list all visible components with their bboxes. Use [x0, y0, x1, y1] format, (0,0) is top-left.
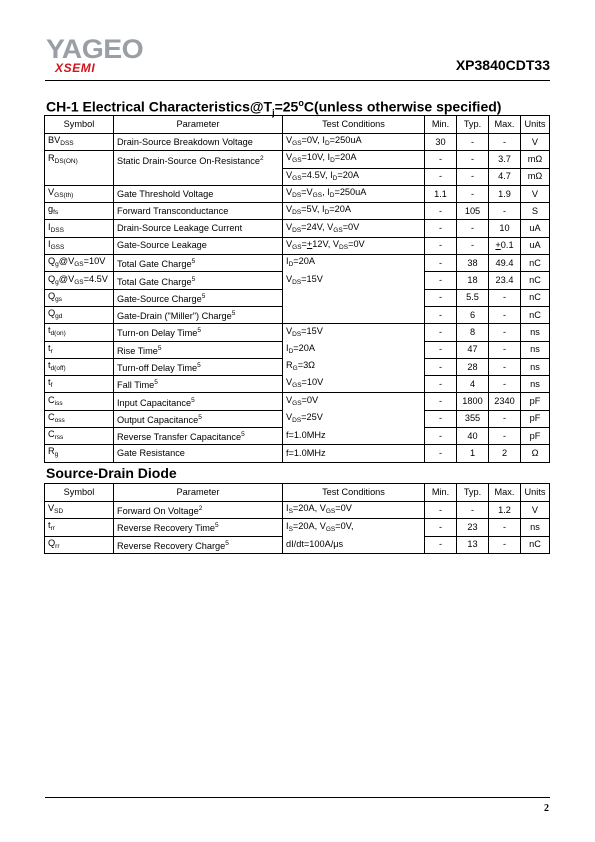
max-cell: - [489, 410, 521, 427]
condition-cell: $V_{DS}=24V$, $V_{GS}=0V$ [283, 220, 425, 237]
parameter-cell: Drain-Source Leakage Current [114, 220, 283, 237]
unit-cell: pF [521, 393, 550, 410]
condition-cell: $I_D=20A$ [283, 341, 425, 358]
parameter-cell-empty [114, 168, 283, 185]
typ-cell: - [457, 185, 489, 202]
unit-cell: nC [521, 289, 550, 306]
symbol-cell: $Q_g@V_{GS}=4.5V$ [45, 272, 114, 289]
min-cell: - [425, 255, 457, 272]
min-cell: - [425, 376, 457, 393]
header-parameter: Parameter [114, 116, 283, 134]
typ-cell: 8 [457, 324, 489, 341]
condition-cell-empty [283, 306, 425, 323]
condition-cell: $V_{DS}=15V$ [283, 324, 425, 341]
table-row [45, 168, 550, 185]
max-cell: - [489, 341, 521, 358]
symbol-cell: $I_{GSS}$ [45, 237, 114, 254]
unit-cell: pF [521, 410, 550, 427]
min-cell: - [425, 168, 457, 185]
header-min: Min. [425, 116, 457, 134]
symbol-cell: $Q_{gd}$ [45, 306, 114, 323]
header-max: Max. [489, 116, 521, 134]
typ-cell: - [457, 134, 489, 151]
header-symbol: Symbol [45, 484, 114, 502]
min-cell: - [425, 341, 457, 358]
symbol-cell: $C_{rss}$ [45, 428, 114, 445]
max-cell: - [489, 306, 521, 323]
condition-cell: $V_{GS}=0V$, $I_D=250uA$ [283, 134, 425, 151]
condition-cell: $V_{GS}=10V$ [283, 376, 425, 393]
max-cell: - [489, 134, 521, 151]
table-row [45, 237, 550, 254]
symbol-cell: $t_f$ [45, 376, 114, 393]
min-cell: - [425, 203, 457, 220]
symbol-cell: $t_r$ [45, 341, 114, 358]
parameter-cell: Gate Resistance [114, 445, 283, 462]
header-units: Units [521, 116, 550, 134]
part-number: XP3840CDT33 [455, 57, 550, 73]
min-cell: 1.1 [425, 185, 457, 202]
condition-cell: $V_{GS}=0V$ [283, 393, 425, 410]
header-rule [45, 80, 550, 81]
typ-cell: - [457, 502, 489, 519]
parameter-cell: Input Capacitance$^5$ [114, 393, 283, 410]
condition-cell: $V_{DS}=15V$ [283, 272, 425, 289]
min-cell: - [425, 151, 457, 168]
header-conditions: Test Conditions [283, 484, 425, 502]
typ-cell: 40 [457, 428, 489, 445]
header-typ: Typ. [457, 116, 489, 134]
table-row [45, 289, 550, 306]
max-cell: - [489, 203, 521, 220]
table-row [45, 324, 550, 341]
min-cell: - [425, 358, 457, 375]
typ-cell: - [457, 237, 489, 254]
typ-cell: 5.5 [457, 289, 489, 306]
min-cell: - [425, 324, 457, 341]
typ-cell: 1800 [457, 393, 489, 410]
condition-cell: $I_S=20A$, $V_{GS}=0V$, [283, 519, 425, 536]
condition-cell: dI/dt=100A/μs [283, 536, 425, 553]
unit-cell: pF [521, 428, 550, 445]
parameter-cell: Rise Time$^5$ [114, 341, 283, 358]
min-cell: - [425, 410, 457, 427]
parameter-cell: Gate Threshold Voltage [114, 185, 283, 202]
parameter-cell: Fall Time$^5$ [114, 376, 283, 393]
unit-cell: ns [521, 519, 550, 536]
typ-cell: 6 [457, 306, 489, 323]
symbol-cell-empty [45, 168, 114, 185]
min-cell: - [425, 306, 457, 323]
source-drain-diode-table [44, 483, 550, 554]
table-header-row [45, 116, 550, 134]
table-row [45, 445, 550, 462]
max-cell: 23.4 [489, 272, 521, 289]
condition-cell: $I_D=20A$ [283, 255, 425, 272]
parameter-cell: Output Capacitance$^5$ [114, 410, 283, 427]
typ-cell: 4 [457, 376, 489, 393]
max-cell: - [489, 358, 521, 375]
min-cell: - [425, 502, 457, 519]
max-cell: - [489, 519, 521, 536]
table-row [45, 151, 550, 168]
unit-cell: V [521, 502, 550, 519]
min-cell: - [425, 237, 457, 254]
typ-cell: 355 [457, 410, 489, 427]
symbol-cell: $Q_{rr}$ [45, 536, 114, 553]
symbol-cell: $BV_{DSS}$ [45, 134, 114, 151]
header-parameter: Parameter [114, 484, 283, 502]
header-conditions: Test Conditions [283, 116, 425, 134]
max-cell: - [489, 376, 521, 393]
max-cell: 3.7 [489, 151, 521, 168]
typ-cell: 28 [457, 358, 489, 375]
max-cell: 49.4 [489, 255, 521, 272]
table-row [45, 358, 550, 375]
min-cell: - [425, 289, 457, 306]
max-cell: 4.7 [489, 168, 521, 185]
typ-cell: - [457, 151, 489, 168]
header-typ: Typ. [457, 484, 489, 502]
max-cell: 2 [489, 445, 521, 462]
max-cell: - [489, 289, 521, 306]
unit-cell: V [521, 185, 550, 202]
condition-cell: $V_{GS}=10V$, $I_D=20A$ [283, 151, 425, 168]
table-row [45, 185, 550, 202]
symbol-cell: $Q_{gs}$ [45, 289, 114, 306]
symbol-cell: $g_{fs}$ [45, 203, 114, 220]
unit-cell: ns [521, 341, 550, 358]
condition-cell: $V_{DS}=5V$, $I_D=20A$ [283, 203, 425, 220]
min-cell: - [425, 445, 457, 462]
min-cell: - [425, 519, 457, 536]
parameter-cell: Total Gate Charge$^5$ [114, 272, 283, 289]
max-cell: - [489, 324, 521, 341]
parameter-cell: Gate-Drain ("Miller") Charge$^5$ [114, 306, 283, 323]
yageo-logo [46, 34, 156, 76]
table-row [45, 220, 550, 237]
parameter-cell: Forward Transconductance [114, 203, 283, 220]
typ-cell: 1 [457, 445, 489, 462]
min-cell: - [425, 428, 457, 445]
header-max: Max. [489, 484, 521, 502]
unit-cell: ns [521, 358, 550, 375]
max-cell: - [489, 428, 521, 445]
parameter-cell: Forward On Voltage$^2$ [114, 502, 283, 519]
unit-cell: mΩ [521, 151, 550, 168]
typ-cell: 105 [457, 203, 489, 220]
parameter-cell: Gate-Source Leakage [114, 237, 283, 254]
table-row [45, 428, 550, 445]
footer-rule [45, 797, 550, 798]
max-cell: 2340 [489, 393, 521, 410]
typ-cell: 13 [457, 536, 489, 553]
parameter-cell: Turn-on Delay Time$^5$ [114, 324, 283, 341]
unit-cell: ns [521, 376, 550, 393]
symbol-cell: $C_{oss}$ [45, 410, 114, 427]
section-title-electrical: CH-1 Electrical $Characteristics@T_j=25^oC(unless$ otherwise specified) [46, 98, 502, 118]
typ-cell: 23 [457, 519, 489, 536]
max-cell: 1.9 [489, 185, 521, 202]
parameter-cell: Reverse Recovery Time$^5$ [114, 519, 283, 536]
table-row [45, 134, 550, 151]
symbol-cell: $V_{SD}$ [45, 502, 114, 519]
parameter-cell: Reverse Transfer Capacitance$^5$ [114, 428, 283, 445]
unit-cell: Ω [521, 445, 550, 462]
symbol-cell: $Q_g@V_{GS}=10V$ [45, 255, 114, 272]
condition-cell: f=1.0MHz [283, 428, 425, 445]
typ-cell: - [457, 168, 489, 185]
logo-brand-text: YAGEO [46, 34, 144, 64]
table-row [45, 255, 550, 272]
table-row [45, 203, 550, 220]
max-cell: 1.2 [489, 502, 521, 519]
table-header-row [45, 484, 550, 502]
min-cell: - [425, 393, 457, 410]
min-cell: - [425, 220, 457, 237]
table-row [45, 272, 550, 289]
parameter-cell: Drain-Source Breakdown Voltage [114, 134, 283, 151]
table-row [45, 306, 550, 323]
parameter-cell: Static Drain-Source On-Resistance$^2$ [114, 151, 283, 168]
unit-cell: uA [521, 237, 550, 254]
parameter-cell: Gate-Source Charge$^5$ [114, 289, 283, 306]
typ-cell: - [457, 220, 489, 237]
symbol-cell: $t_{d(on)}$ [45, 324, 114, 341]
condition-cell: $V_{GS}=4.5V$, $I_D=20A$ [283, 168, 425, 185]
min-cell: - [425, 272, 457, 289]
logo-sub-text: XSEMI [55, 61, 96, 75]
electrical-characteristics-table [44, 115, 550, 463]
unit-cell: S [521, 203, 550, 220]
condition-cell: $V_{DS}=25V$ [283, 410, 425, 427]
symbol-cell: $R_{DS(ON)}$ [45, 151, 114, 168]
parameter-cell: Turn-off Delay Time$^5$ [114, 358, 283, 375]
table-row [45, 519, 550, 536]
header-symbol: Symbol [45, 116, 114, 134]
max-cell: - [489, 536, 521, 553]
symbol-cell: $I_{DSS}$ [45, 220, 114, 237]
table-row [45, 410, 550, 427]
unit-cell: nC [521, 306, 550, 323]
table-row [45, 376, 550, 393]
condition-cell: $V_{DS}=V_{GS}$, $I_D=250uA$ [283, 185, 425, 202]
typ-cell: 38 [457, 255, 489, 272]
min-cell: - [425, 536, 457, 553]
table-row [45, 393, 550, 410]
max-cell: 10 [489, 220, 521, 237]
section-title-source-drain: Source-Drain Diode [46, 465, 177, 481]
table-row [45, 536, 550, 553]
unit-cell: mΩ [521, 168, 550, 185]
symbol-cell: $R_g$ [45, 445, 114, 462]
page-number: 2 [544, 803, 549, 814]
unit-cell: uA [521, 220, 550, 237]
condition-cell: $I_S=20A$, $V_{GS}=0V$ [283, 502, 425, 519]
parameter-cell: Total Gate Charge$^5$ [114, 255, 283, 272]
condition-cell: $R_G=3\Omega$ [283, 358, 425, 375]
symbol-cell: $C_{iss}$ [45, 393, 114, 410]
condition-cell: f=1.0MHz [283, 445, 425, 462]
typ-cell: 47 [457, 341, 489, 358]
typ-cell: 18 [457, 272, 489, 289]
condition-cell: $V_{GS}=+12V$, $V_{DS}=0V$ [283, 237, 425, 254]
unit-cell: nC [521, 255, 550, 272]
unit-cell: ns [521, 324, 550, 341]
condition-cell-empty [283, 289, 425, 306]
symbol-cell: $V_{GS(th)}$ [45, 185, 114, 202]
unit-cell: nC [521, 272, 550, 289]
symbol-cell: $t_{rr}$ [45, 519, 114, 536]
max-cell: +0.1 [489, 237, 521, 254]
unit-cell: V [521, 134, 550, 151]
symbol-cell: $t_{d(off)}$ [45, 358, 114, 375]
min-cell: 30 [425, 134, 457, 151]
header-units: Units [521, 484, 550, 502]
unit-cell: nC [521, 536, 550, 553]
table-row [45, 502, 550, 519]
header-min: Min. [425, 484, 457, 502]
table-row [45, 341, 550, 358]
parameter-cell: Reverse Recovery Charge$^5$ [114, 536, 283, 553]
